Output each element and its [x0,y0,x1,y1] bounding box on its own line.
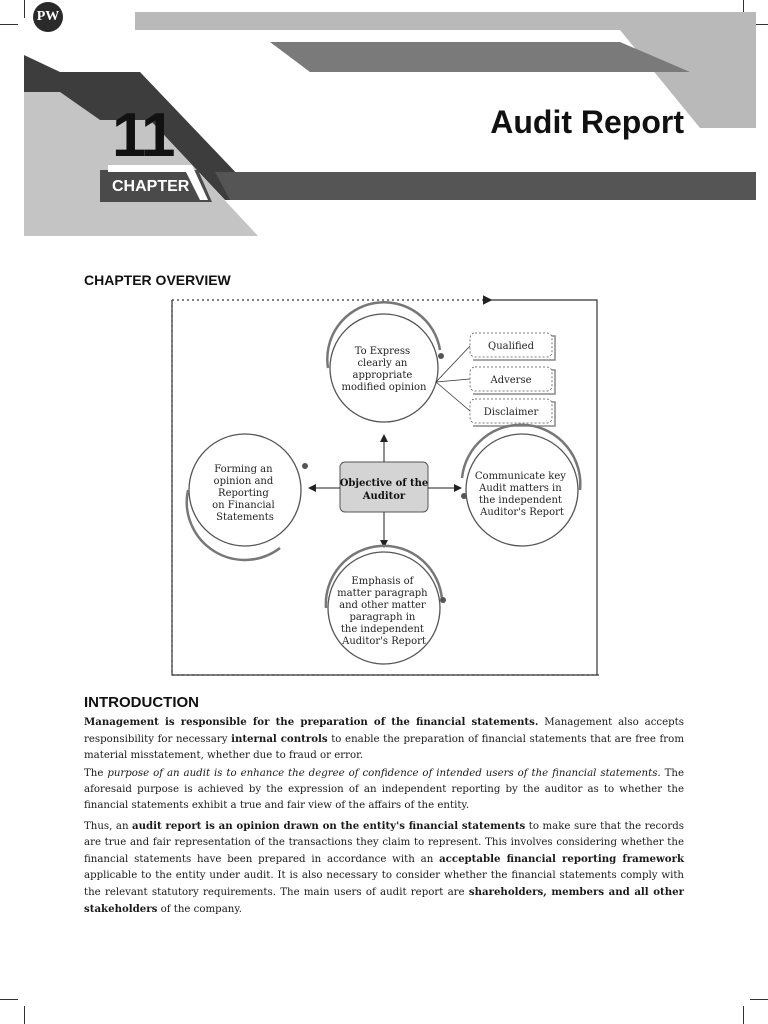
text-run: purpose of an audit is to enhance the degree of confidence of intended users of the financial statements. [107,768,661,779]
text-run: Management also accepts responsibility for necessary [84,717,684,745]
branch-line [436,382,470,411]
chapter-label: CHAPTER [112,178,190,195]
intro-paragraph-1 [84,714,684,764]
introduction-heading: INTRODUCTION [84,694,199,711]
banner-mid-band [270,42,690,72]
bottom-node-dot [440,597,446,603]
text-run: to enable the preparation of financial statements that are free from material misstatement, whether due to fraud or error. [84,734,684,761]
text-run: applicable to the entity under audit. It is also necessary to consider whether the financial statements comply with the relevant statutory requirements. The main users of audit report are [84,870,684,898]
crop-mark [24,1006,25,1024]
intro-paragraph-3 [84,818,684,918]
banner-bottom-bar [215,172,756,200]
branch-line [436,379,470,382]
opinion-adverse: Adverse [490,375,532,386]
text-run: acceptable financial reporting framework [439,853,684,865]
right-node-label: Communicate key Audit matters in the independent Auditor's Report [474,471,566,518]
text-run: audit report is an opinion drawn on the entity's financial statements [132,820,526,832]
crop-mark [743,1006,744,1024]
branch-line [436,346,470,382]
text-run: The [84,768,108,779]
chapter-title: Audit Report [490,104,684,140]
chapter-overview-heading: CHAPTER OVERVIEW [84,272,231,288]
top-node-dot [438,353,444,359]
chapter-number: 11 [112,101,174,170]
intro-paragraph-2 [84,766,684,814]
center-node-label: Objective of the Auditor [339,478,429,502]
opinion-qualified: Qualified [488,341,534,352]
top-node-label: To Express clearly an appropriate modified opinion [341,346,427,393]
text-run: shareholders, members and all other stakeholders [84,886,684,915]
text-run: Thus, an [84,821,133,832]
opinion-disclaimer: Disclaimer [483,407,539,418]
publisher-logo: PW [33,2,63,32]
text-run: The aforesaid purpose is achieved by the expression of an independent reporting by the auditor as to whether the financial statements exhibit a true and fair view of the affairs of the entity. [84,768,684,811]
right-node-dot [461,493,467,499]
text-run: of the company. [157,904,242,915]
bottom-node-label: Emphasis of matter paragraph and other matter paragraph in the independent Auditor's Report [337,576,428,647]
crop-mark [750,999,768,1000]
crop-mark [0,999,18,1000]
text-run: internal controls [231,733,328,745]
text-run: to make sure that the records are true and fair representation of the transactions they claim to represent. This involves considering whether the financial statements have been prepared in accordance with an [84,821,685,865]
chapter-overview-diagram [160,290,610,680]
left-node-dot [302,463,308,469]
left-node-label: Forming an opinion and Reporting on Financial Statements [212,464,275,523]
text-run: Management is responsible for the preparation of the financial statements. [84,716,539,728]
